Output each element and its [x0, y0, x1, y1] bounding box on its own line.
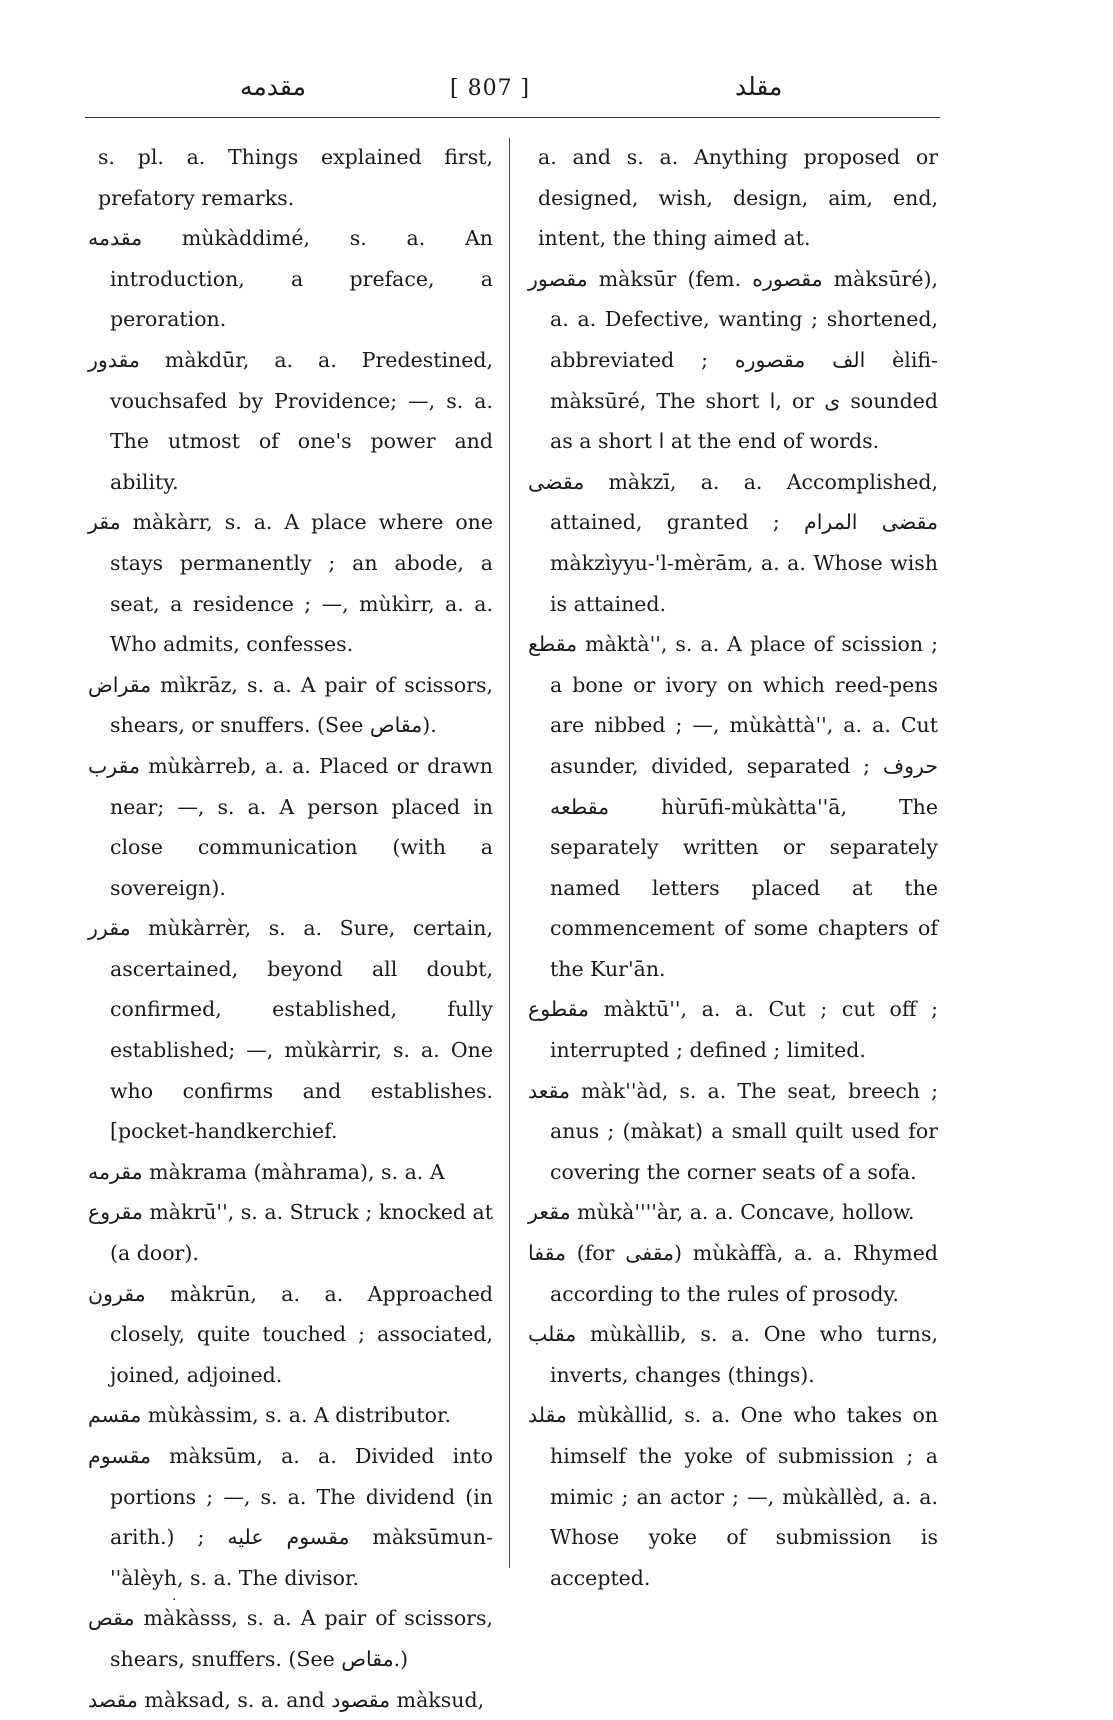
dictionary-entry: مقسوم màksūm, a. a. Divided into portions ; —, s. a. The dividend (in arith.) ; مقسوم عليه màksūmun-''àlèyh, s. a. The divisor. [88, 1444, 493, 1590]
dictionary-entry: مقدور màkdūr, a. a. Predestined, vouchsafed by Providence; —, s. a. The utmost of one's power and ability. [88, 347, 493, 494]
dictionary-entry: مقصور màksūr (fem. مقصوره màksūré), a. a. Defective, wanting ; shortened, abbreviated ; الف مقصوره èlifi-màksūré, The short ا, or ى sounded as a short ا at the end of words. [528, 266, 938, 454]
dictionary-entry: s. pl. a. Things explained first, prefatory remarks. [98, 145, 493, 210]
dictionary-entry: مقطع màktà'', s. a. A place of scission ; a bone or ivory on which reed-pens are nibbed ; —, mùkàttà'', a. a. Cut asunder, divided, separated ; حروف مقطعه hùrūfi-mùkàtta''ā, The separately written or separately named letters placed at the commencement of some chapters of the Kur'ān. [528, 632, 938, 981]
dictionary-entry: مقرون màkrūn, a. a. Approached closely, quite touched ; associated, joined, adjoined. [88, 1281, 493, 1387]
header-rule [85, 117, 940, 118]
dictionary-entry: a. and s. a. Anything proposed or designed, wish, design, aim, end, intent, the thing aimed at. [538, 145, 938, 251]
dictionary-entry: مقضى màkzī, a. a. Accomplished, attained, granted ; مقضى المرام màkzìyyu-'l-mèrām, a. a. Whose wish is attained. [528, 469, 938, 616]
footer-mark: . [172, 1588, 177, 1604]
page-header [90, 72, 940, 112]
dictionary-entry: مقطوع màktū'', a. a. Cut ; cut off ; interrupted ; defined ; limited. [528, 997, 938, 1063]
dictionary-entry: مقدمه mùkàddimé, s. a. An introduction, a preface, a peroration. [88, 226, 493, 332]
left-column [88, 137, 493, 1720]
dictionary-entry: مقص màkàsss, s. a. A pair of scissors, shears, snuffers. (See مقاص.) [88, 1606, 493, 1671]
dictionary-entry: مقعد màk''àd, s. a. The seat, breech ; anus ; (màkat) a small quilt used for covering the corner seats of a sofa. [528, 1078, 938, 1184]
dictionary-entry: مقرر mùkàrrèr, s. a. Sure, certain, ascertained, beyond all doubt, confirmed, established, fully established; —, mùkàrrir, s. a. One who confirms and establishes. [pocket-handkerchief. [88, 916, 493, 1144]
right-column [528, 137, 938, 1598]
page-number: [ 807 ] [450, 76, 531, 101]
dictionary-entry: مقلد mùkàllid, s. a. One who takes on himself the yoke of submission ; a mimic ; an actor ; —, mùkàllèd, a. a. Whose yoke of submission is accepted. [528, 1403, 938, 1590]
column-divider [509, 138, 510, 1568]
dictionary-entry: مقلب mùkàllib, s. a. One who turns, inverts, changes (things). [528, 1322, 938, 1387]
dictionary-entry: مقرمه màkrama (màhrama), s. a. A [88, 1159, 445, 1184]
dictionary-entry: مقعر mùkà''''àr, a. a. Concave, hollow. [528, 1200, 915, 1225]
dictionary-entry: مقرب mùkàrreb, a. a. Placed or drawn near; —, s. a. A person placed in close communication (with a sovereign). [88, 753, 493, 900]
dictionary-entry: مقفا (for مقفى) mùkàffà, a. a. Rhymed according to the rules of prosody. [528, 1241, 938, 1306]
header-headword-right: مقلد [735, 72, 783, 101]
dictionary-entry: مقر màkàrr, s. a. A place where one stays permanently ; an abode, a seat, a residence ; —, mùkìrr, a. a. Who admits, confesses. [88, 510, 493, 657]
dictionary-entry: مقروع màkrū'', s. a. Struck ; knocked at (a door). [88, 1200, 493, 1266]
dictionary-entry: مقصد màksad, s. a. and مقصود màksud, [88, 1687, 485, 1712]
dictionary-entry: مقسم mùkàssim, s. a. A distributor. [88, 1403, 452, 1428]
header-headword-left: مقدمه [240, 72, 306, 101]
dictionary-entry: مقراض mìkrāz, s. a. A pair of scissors, shears, or snuffers. (See مقاص). [88, 672, 493, 738]
